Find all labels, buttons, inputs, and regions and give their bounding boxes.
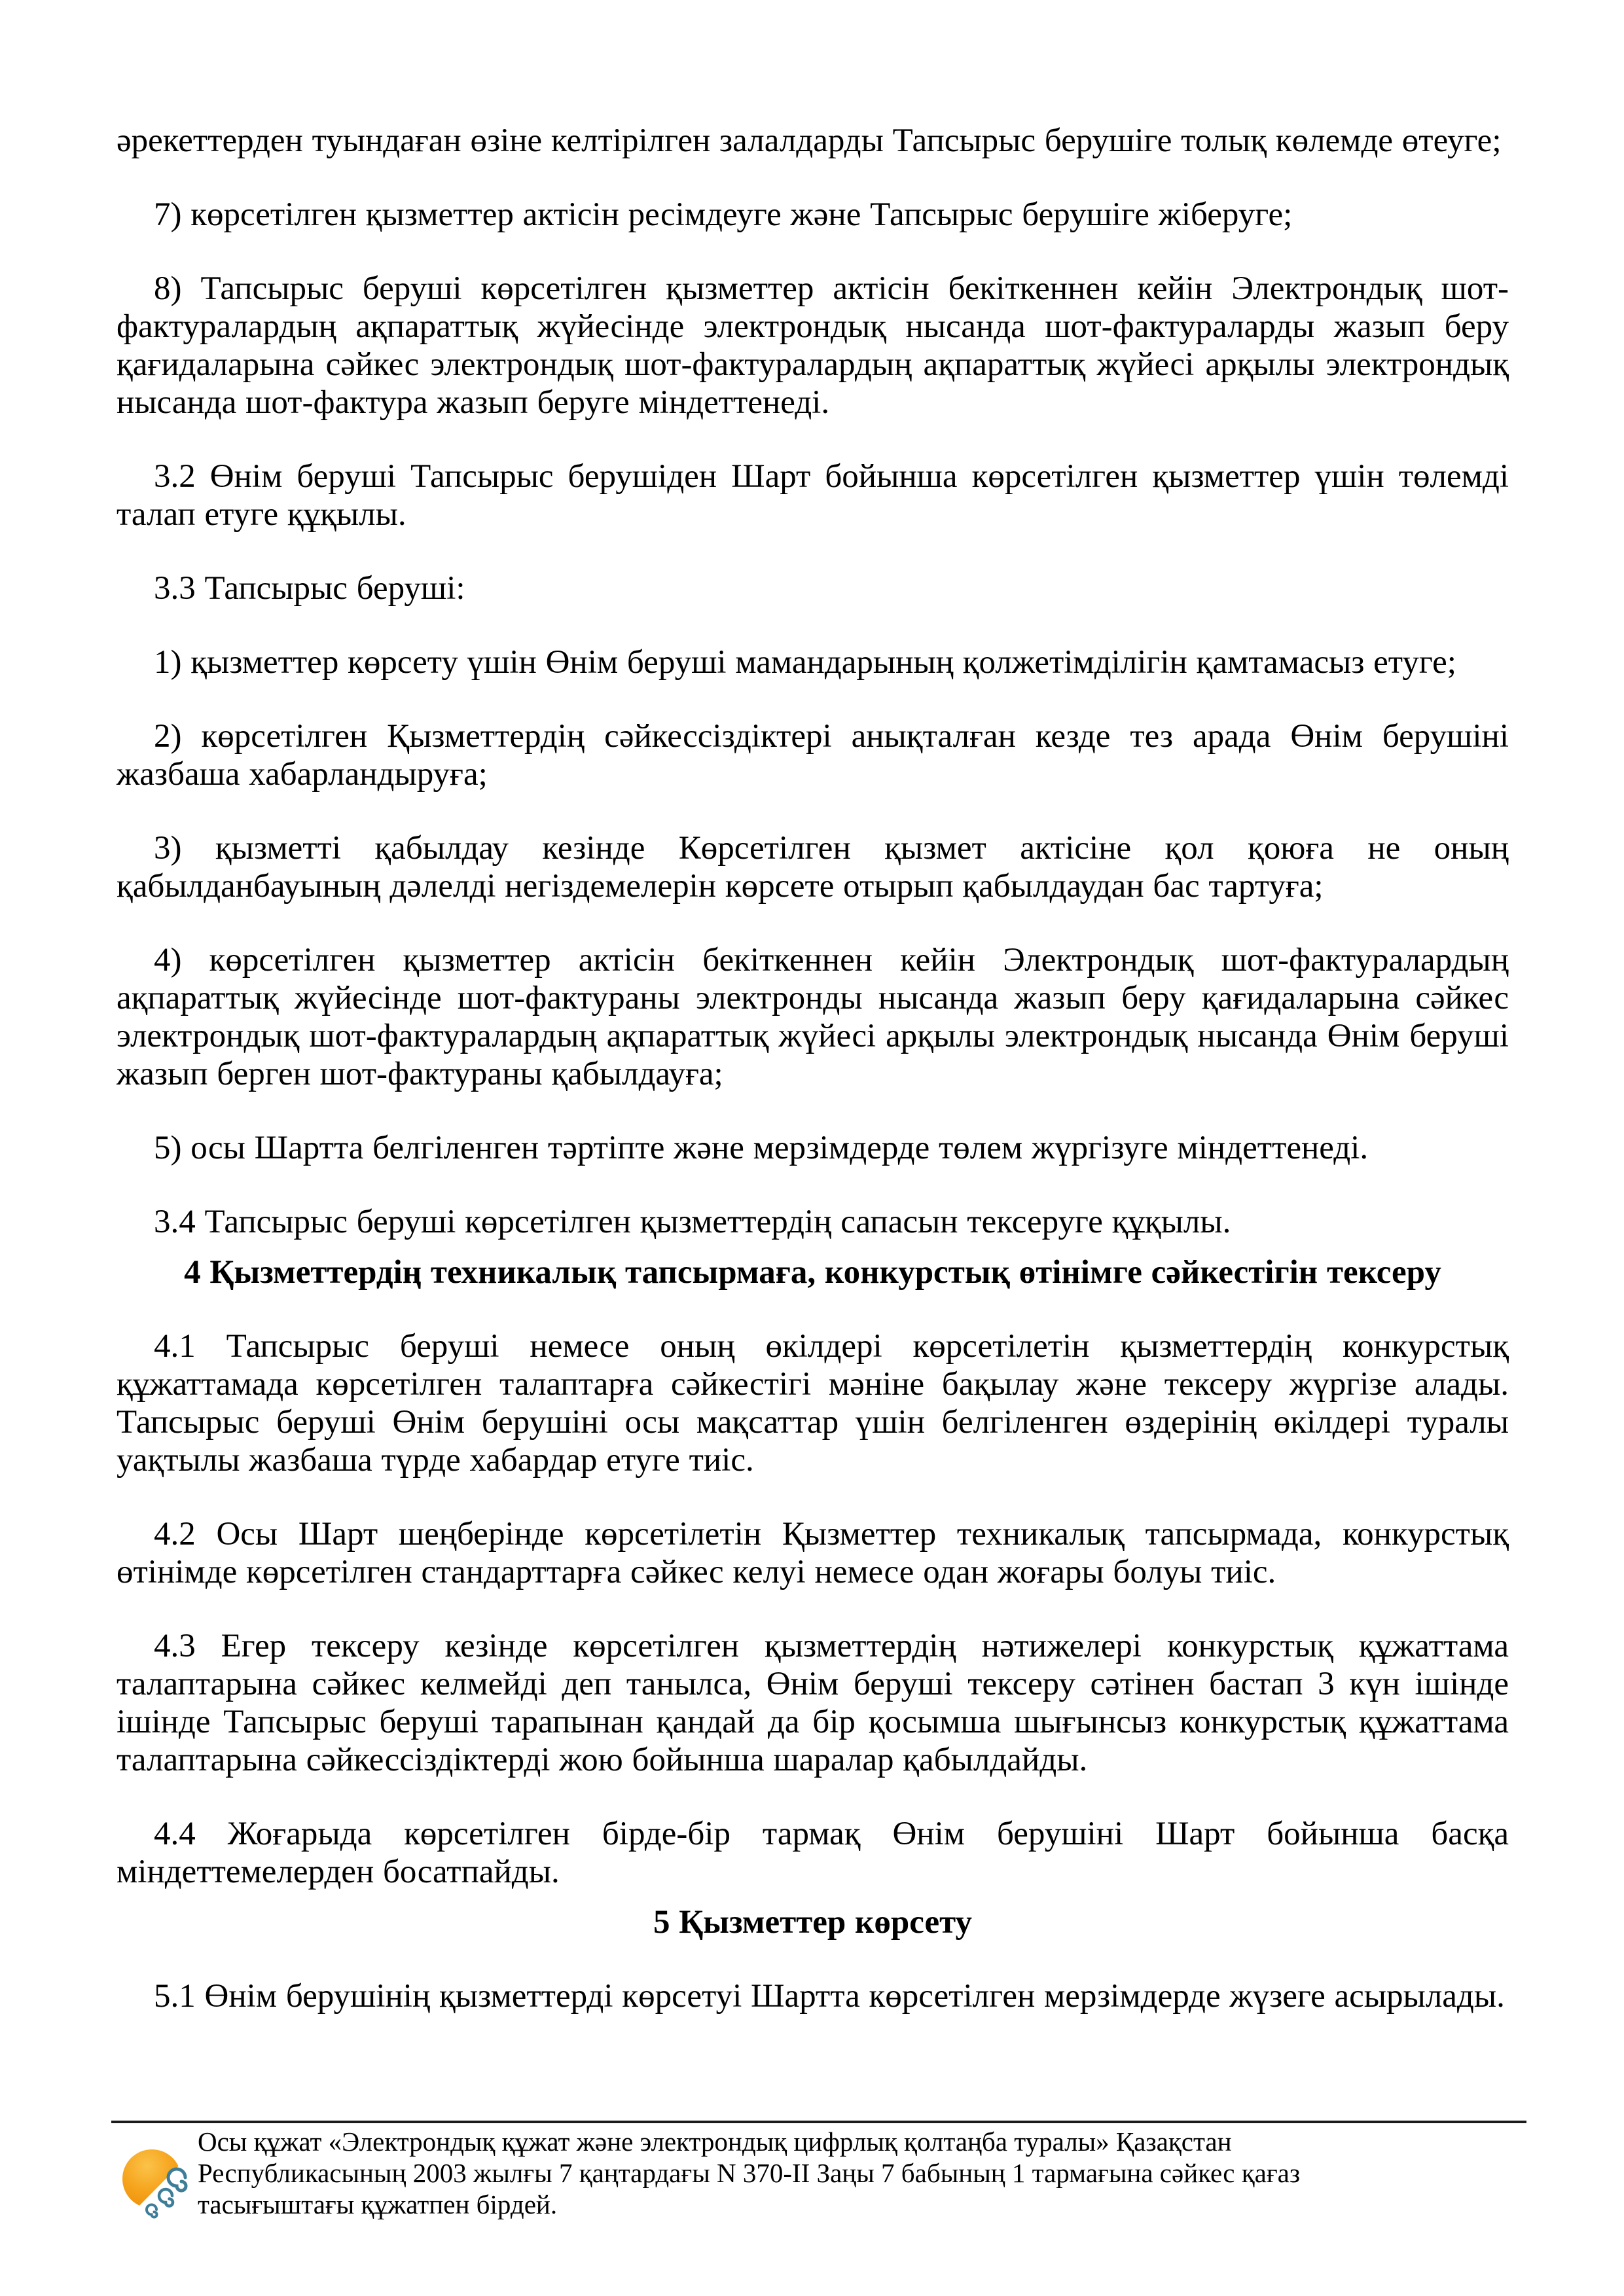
body-paragraph: 4.1 Тапсырыс беруші немесе оның өкілдері көрсетілетін қызметтердің конкурстық құжаттамада көрсетілген талаптарға сәйкестігі мәніне бақылау және тексеру жүргізе алады. Тапсырыс беруші Өнім берушіні осы мақсаттар үшін белгіленген өздерінің өкілдері туралы уақтылы жазбаша түрде хабардар етуге тиіс. — [117, 1328, 1509, 1479]
footer-note-line: тасығыштағы құжатпен бірдей. — [198, 2189, 558, 2219]
body-paragraph: 3.3 Тапсырыс беруші: — [154, 570, 465, 607]
body-paragraph: 5) осы Шартта белгіленген тәртіпте және мерзімдерде төлем жүргізуге міндеттенеді. — [154, 1130, 1369, 1166]
body-paragraph: 4.2 Осы Шарт шеңберінде көрсетілетін Қызметтер техникалық тапсырмада, конкурстық өтінімде көрсетілген стандарттарға сәйкес келуі немесе одан жоғары болуы тиіс. — [117, 1516, 1509, 1590]
egov-kazakhstan-logo-icon — [120, 2148, 198, 2229]
contract-body — [117, 122, 1509, 2051]
body-paragraph: 4.3 Егер тексеру кезінде көрсетілген қызметтердің нәтижелері конкурстық құжаттама талаптарына сәйкес келмейді деп танылса, Өнім беруші тексеру сәтінен бастап 3 күн ішінде ішінде Тапсырыс беруші тарапынан қандай да бір қосымша шығынсыз конкурстық құжаттама талаптарына сәйкессіздіктерді жою бойынша шаралар қабылдайды. — [117, 1628, 1509, 1778]
footer-note — [198, 2126, 1415, 2220]
body-paragraph: 3.2 Өнім беруші Тапсырыс берушіден Шарт бойынша көрсетілген қызметтер үшін төлемді талап етуге құқылы. — [117, 458, 1509, 533]
body-paragraph: 5.1 Өнім берушінің қызметтерді көрсетуі Шартта көрсетілген мерзімдерде жүзеге асырылады. — [154, 1978, 1505, 2015]
body-paragraph: 8) Тапсырыс беруші көрсетілген қызметтер актісін бекіткеннен кейін Электрондық шот-фактуралардың ақпараттық жүйесінде электрондық нысанда шот-фактураларды жазып беру қағидаларына сәйкес электрондық шот-фактуралардың ақпараттық жүйесі арқылы электрондық нысанда шот-фактура жазып беруге міндеттенеді. — [117, 270, 1509, 421]
footer-note-line: Осы құжат «Электрондық құжат және электрондық цифрлық қолтаңба туралы» Қазақстан — [198, 2126, 1232, 2157]
body-paragraph: 4.4 Жоғарыда көрсетілген бірде-бір тармақ Өнім берушіні Шарт бойынша басқа міндеттемелерден босатпайды. — [117, 1816, 1509, 1890]
body-paragraph: 1) қызметтер көрсету үшін Өнім беруші мамандарының қолжетімділігін қамтамасыз етуге; — [154, 644, 1456, 681]
body-paragraph: 7) көрсетілген қызметтер актісін ресімдеуге және Тапсырыс берушіге жіберуге; — [154, 196, 1293, 233]
footer-note-line: Республикасының 2003 жылғы 7 қаңтардағы N 370-II Заңы 7 бабының 1 тармағына сәйкес қағаз — [198, 2158, 1301, 2188]
section-heading-4: 4 Қызметтердің техникалық тапсырмаға, конкурстық өтінімге сәйкестігін тексеру — [184, 1254, 1441, 1291]
body-paragraph: 4) көрсетілген қызметтер актісін бекіткеннен кейін Электрондық шот-фактуралардың ақпараттық жүйесінде шот-фактураны электронды нысанда жазып беру қағидаларына сәйкес электрондық шот-фактуралардың ақпараттық жүйесі арқылы электрондық нысанда Өнім беруші жазып берген шот-фактураны қабылдауға; — [117, 942, 1509, 1092]
body-paragraph: 3.4 Тапсырыс беруші көрсетілген қызметтердің сапасын тексеруге құқылы. — [154, 1204, 1231, 1240]
footer-divider — [111, 2121, 1526, 2123]
body-paragraph: 2) көрсетілген Қызметтердің сәйкессіздіктері анықталған кезде тез арада Өнім берушіні жазбаша хабарландыруға; — [117, 718, 1509, 793]
body-paragraph: 3) қызметті қабылдау кезінде Көрсетілген қызмет актісіне қол қоюға не оның қабылданбауының дәлелді негіздемелерін көрсете отырып қабылдаудан бас тартуға; — [117, 830, 1509, 905]
section-heading-5: 5 Қызметтер көрсету — [653, 1904, 973, 1941]
body-paragraph: әрекеттерден туындаған өзіне келтірілген залалдарды Тапсырыс берушіге толық көлемде өтеуге; — [117, 122, 1502, 159]
